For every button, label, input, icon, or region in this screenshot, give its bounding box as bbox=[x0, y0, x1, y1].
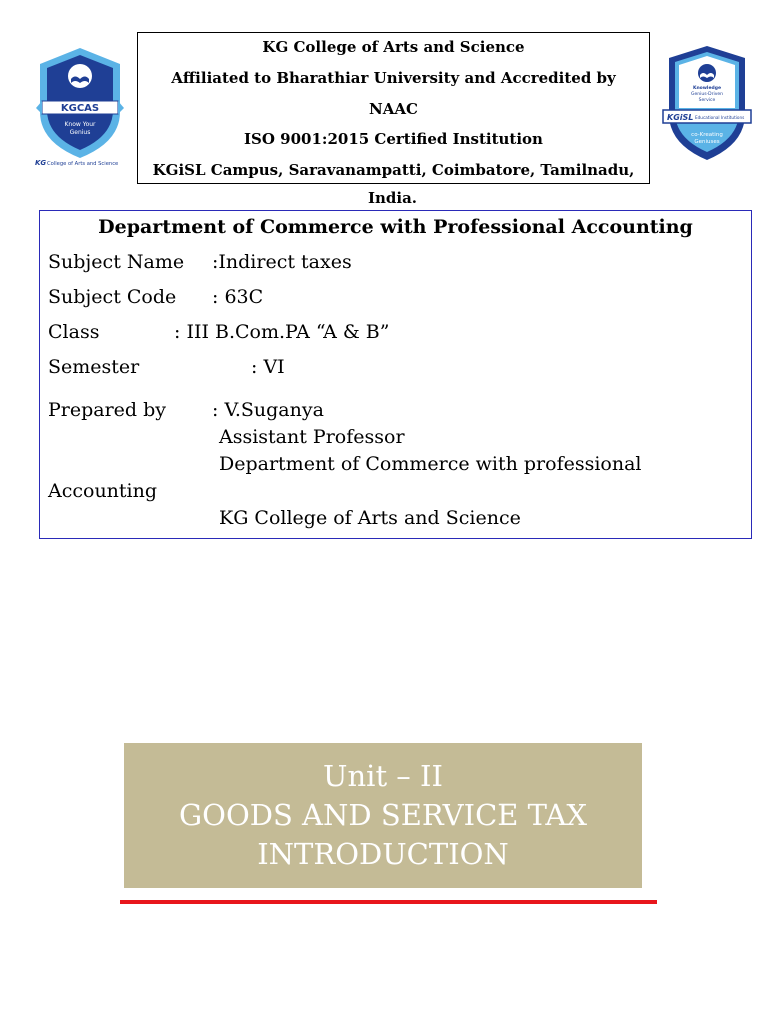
semester-label: Semester bbox=[48, 356, 140, 378]
address-country: India. bbox=[367, 189, 418, 207]
class-value: : III B.Com.PA “A & B” bbox=[174, 321, 390, 343]
unit-title: GOODS AND SERVICE TAX bbox=[179, 798, 587, 832]
subject-name-label: Subject Name bbox=[48, 251, 185, 273]
svg-text:Genius-Driven: Genius-Driven bbox=[690, 92, 724, 97]
prepared-by-value: : V.Suganya bbox=[212, 399, 324, 421]
subject-code-value: : 63C bbox=[212, 286, 264, 308]
svg-text:Knowledge: Knowledge bbox=[692, 86, 722, 91]
class-label: Class bbox=[48, 321, 100, 343]
department-title: Department of Commerce with Professional Accounting bbox=[98, 216, 693, 238]
logo-emblem-text: KGCAS bbox=[60, 103, 100, 114]
college-name: KG College of Arts and Science bbox=[262, 38, 525, 56]
svg-text:co-Kreating: co-Kreating bbox=[691, 132, 723, 138]
semester-value: : VI bbox=[251, 356, 285, 378]
unit-number: Unit – II bbox=[323, 759, 443, 793]
kgisl-logo bbox=[661, 44, 753, 168]
college-header-box bbox=[137, 32, 650, 184]
svg-text:Service: Service bbox=[698, 98, 716, 103]
affiliation-line: Affiliated to Bharathiar University and Accredited by bbox=[171, 69, 616, 87]
kgcas-logo bbox=[34, 46, 126, 170]
unit-subtitle: INTRODUCTION bbox=[257, 837, 509, 871]
subject-details-box bbox=[39, 210, 752, 539]
red-divider bbox=[120, 900, 657, 904]
kgcas-shield-icon bbox=[34, 46, 126, 170]
subject-code-label: Subject Code bbox=[48, 286, 177, 308]
svg-text:College of Arts and Science: College of Arts and Science bbox=[47, 161, 119, 167]
svg-text:Geniuses: Geniuses bbox=[694, 139, 720, 145]
svg-text:KG: KG bbox=[35, 159, 47, 167]
address-line: KGiSL Campus, Saravanampatti, Coimbatore, Tamilnadu, bbox=[152, 161, 635, 179]
svg-text:Genius: Genius bbox=[69, 129, 91, 136]
designation: Assistant Professor bbox=[219, 426, 405, 448]
prepared-by-label: Prepared by bbox=[48, 399, 167, 421]
svg-text:Know Your: Know Your bbox=[64, 121, 96, 128]
kgisl-shield-icon bbox=[661, 44, 753, 168]
department-line: Department of Commerce with professional bbox=[219, 453, 642, 475]
iso-line: ISO 9001:2015 Certified Institution bbox=[244, 130, 543, 148]
accreditation-line: NAAC bbox=[369, 100, 418, 118]
svg-text:KGiSL: KGiSL bbox=[667, 113, 694, 122]
college-line: KG College of Arts and Science bbox=[219, 507, 521, 529]
subject-name-value: :Indirect taxes bbox=[212, 251, 352, 273]
svg-text:Educational Institutions: Educational Institutions bbox=[695, 115, 745, 120]
department-line-wrap: Accounting bbox=[48, 480, 158, 502]
unit-title-box bbox=[124, 743, 642, 888]
